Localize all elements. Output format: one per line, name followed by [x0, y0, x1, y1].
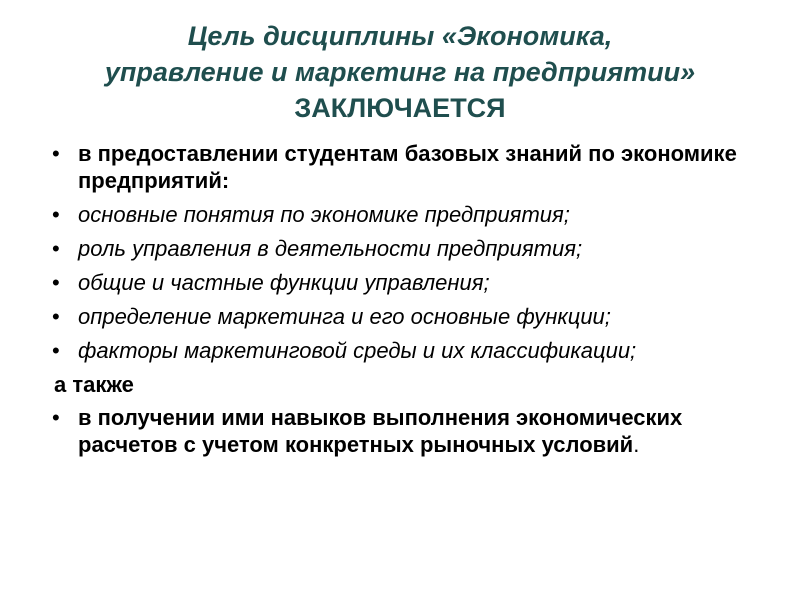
skills-list — [46, 404, 746, 458]
list-item-text: в предоставлении студентам базовых знаний по экономике предприятий: — [78, 141, 737, 193]
title-line-3: ЗАКЛЮЧАЕТСЯ — [294, 93, 506, 123]
list-item — [46, 337, 746, 364]
bullet-icon: • — [52, 202, 60, 227]
bullet-icon: • — [52, 304, 60, 329]
also-label: а также — [54, 372, 134, 397]
list-item-text: общие и частные функции управления; — [78, 270, 490, 295]
title-line-2: управление и маркетинг на предприятии» — [104, 57, 696, 87]
list-item — [46, 269, 746, 296]
sentence-end: . — [633, 432, 640, 457]
title-line-1: Цель дисциплины «Экономика, — [187, 21, 613, 51]
list-item — [46, 235, 746, 262]
list-item-text: основные понятия по экономике предприятия; — [78, 202, 570, 227]
bullet-icon: • — [52, 236, 60, 261]
goal-list — [46, 140, 746, 364]
list-item-text: определение маркетинга и его основные функции; — [78, 304, 611, 329]
list-item — [46, 140, 746, 194]
slide-title — [40, 18, 760, 126]
bullet-icon: • — [52, 405, 60, 430]
list-item-text: факторы маркетинговой среды и их классификации; — [78, 338, 637, 363]
bullet-icon: • — [52, 270, 60, 295]
slide-content — [46, 140, 746, 465]
bullet-icon: • — [52, 141, 60, 166]
list-item — [46, 201, 746, 228]
list-item — [46, 404, 746, 458]
list-item-text: в получении ими навыков выполнения экономических расчетов с учетом конкретных рыночных условий — [78, 405, 683, 457]
list-item-text: роль управления в деятельности предприятия; — [78, 236, 583, 261]
list-item — [46, 303, 746, 330]
bullet-icon: • — [52, 338, 60, 363]
